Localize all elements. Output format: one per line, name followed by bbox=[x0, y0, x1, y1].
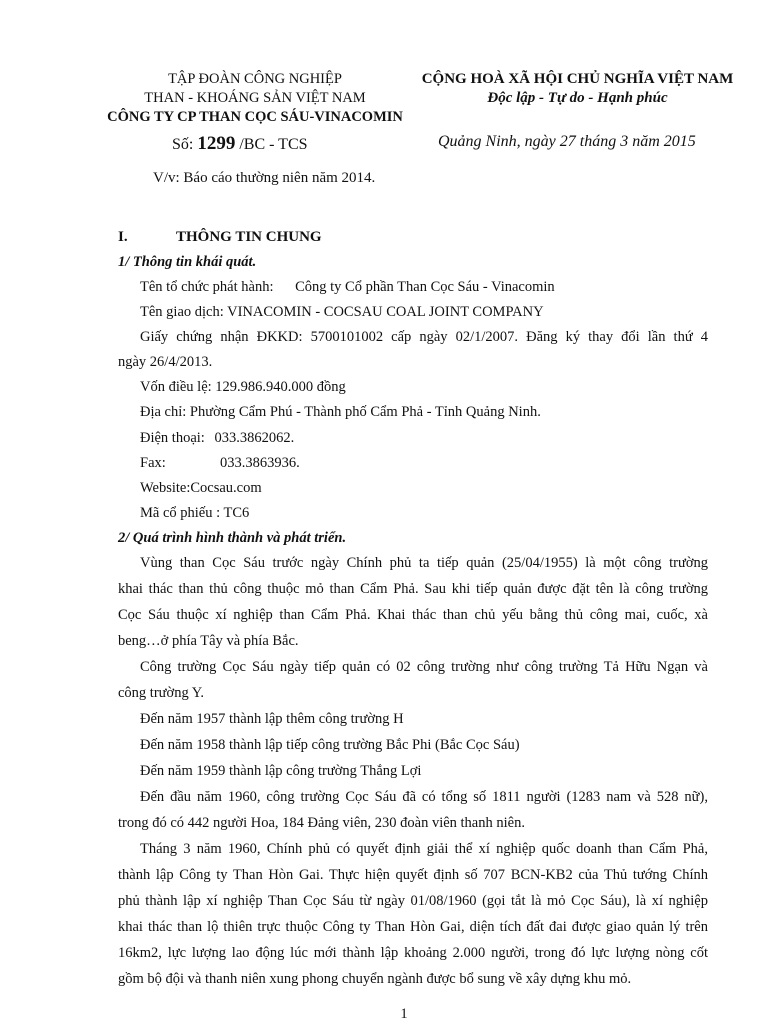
history-1959: Đến năm 1959 thành lập công trường Thắng Lợi bbox=[140, 763, 422, 779]
issuer-name-row bbox=[140, 279, 555, 296]
issuer-group-line1: TẬP ĐOÀN CÔNG NGHIỆP bbox=[168, 71, 342, 87]
section-number: I. bbox=[118, 229, 128, 245]
stock-code: Mã cổ phiếu : TC6 bbox=[140, 505, 250, 521]
national-motto-block bbox=[405, 70, 750, 108]
history-p4-line1: Tháng 3 năm 1960, Chính phủ có quyết định giải thể xí nghiệp quốc doanh than Cẩm Phả, bbox=[140, 841, 708, 857]
history-p4-line2: thành lập Công ty Than Hòn Gai. Thực hiện quyết định số 707 BCN-KB2 của Thủ tướng Chính bbox=[118, 867, 708, 883]
history-p1-line3: Cọc Sáu thuộc xí nghiệp than Cẩm Phả. Khai thác than chủ yếu bằng thủ công mai, cuốc, xà bbox=[118, 607, 708, 623]
license-line-2: ngày 26/4/2013. bbox=[118, 354, 213, 370]
doc-no-value: 1299 bbox=[197, 133, 236, 154]
doc-no-suffix: /BC - TCS bbox=[239, 136, 308, 153]
history-p1-line4: beng…ở phía Tây và phía Bắc. bbox=[118, 633, 299, 649]
phone-label: Điện thoại: bbox=[140, 430, 205, 446]
national-motto: Độc lập - Tự do - Hạnh phúc bbox=[487, 90, 668, 106]
history-p2-line2: công trường Y. bbox=[118, 685, 205, 701]
document-number bbox=[172, 133, 308, 155]
charter-capital: Vốn điều lệ: 129.986.940.000 đồng bbox=[140, 379, 346, 395]
page-number: 1 bbox=[400, 1006, 408, 1022]
history-p4-line3: phủ thành lập xí nghiệp Than Cọc Sáu từ ngày 01/08/1960 (gọi tắt là mỏ Cọc Sáu), là xí nghiệp bbox=[118, 893, 708, 909]
subsection-2-title: 2/ Quá trình hình thành và phát triển. bbox=[118, 530, 347, 546]
section-title: THÔNG TIN CHUNG bbox=[176, 229, 322, 245]
fax-label: Fax: bbox=[140, 455, 166, 471]
national-title: CỘNG HOÀ XÃ HỘI CHỦ NGHĨA VIỆT NAM bbox=[421, 71, 734, 87]
history-1957: Đến năm 1957 thành lập thêm công trường H bbox=[140, 711, 404, 727]
history-p1-line2: khai thác than thủ công thuộc mỏ than Cẩm Phả. Sau khi tiếp quản được đặt tên là công trường bbox=[118, 581, 708, 597]
website: Website:Cocsau.com bbox=[140, 480, 262, 496]
issuer-name-value: Công ty Cổ phần Than Cọc Sáu - Vinacomin bbox=[295, 279, 555, 295]
doc-no-prefix: Số: bbox=[172, 136, 194, 153]
history-p3-line2: trong đó có 442 người Hoa, 184 Đảng viên, 230 đoàn viên thanh niên. bbox=[118, 815, 525, 831]
history-p3-line1: Đến đầu năm 1960, công trường Cọc Sáu đã có tổng số 1811 người (1283 nam và 528 nữ), bbox=[140, 789, 708, 805]
issuer-company: CÔNG TY CP THAN CỌC SÁU-VINACOMIN bbox=[107, 109, 403, 125]
address: Địa chỉ: Phường Cẩm Phú - Thành phố Cẩm Phả - Tỉnh Quảng Ninh. bbox=[140, 404, 541, 420]
issuer-name-label: Tên tổ chức phát hành: bbox=[140, 279, 274, 295]
license-line-1: Giấy chứng nhận ĐKKD: 5700101002 cấp ngày 02/1/2007. Đăng ký thay đổi lần thứ 4 bbox=[140, 329, 708, 345]
phone-row bbox=[140, 430, 294, 447]
issuer-block bbox=[100, 70, 410, 127]
issuer-group-line2: THAN - KHOÁNG SẢN VIỆT NAM bbox=[144, 90, 366, 106]
history-p4-line5: 16km2, lực lượng lao động lúc mới thành lập khoảng 2.000 người, trong đó lực lượng nòng cốt bbox=[118, 945, 708, 961]
history-p1-line1: Vùng than Cọc Sáu trước ngày Chính phủ ta tiếp quản (25/04/1955) là một công trường bbox=[140, 555, 708, 571]
phone-value: 033.3862062. bbox=[214, 430, 295, 446]
history-p4-line6: gồm bộ đội và thanh niên xung phong chuyển ngành được bổ sung về xây dựng khu mỏ. bbox=[118, 971, 632, 987]
history-1958: Đến năm 1958 thành lập tiếp công trường Bắc Phi (Bắc Cọc Sáu) bbox=[140, 737, 520, 753]
fax-value: 033.3863936. bbox=[220, 455, 300, 471]
place-date: Quảng Ninh, ngày 27 tháng 3 năm 2015 bbox=[438, 133, 696, 150]
subject-line: V/v: Báo cáo thường niên năm 2014. bbox=[153, 170, 376, 186]
trade-name: Tên giao dịch: VINACOMIN - COCSAU COAL JOINT COMPANY bbox=[140, 304, 544, 320]
history-p2-line1: Công trường Cọc Sáu ngày tiếp quản có 02 công trường như công trường Tả Hữu Ngạn và bbox=[140, 659, 708, 675]
history-p4-line4: khai thác than lộ thiên trực thuộc Công ty Than Hòn Gai, diện tích đất đai được giao quản lý trên bbox=[118, 919, 708, 935]
subsection-1-title: 1/ Thông tin khái quát. bbox=[118, 254, 257, 270]
